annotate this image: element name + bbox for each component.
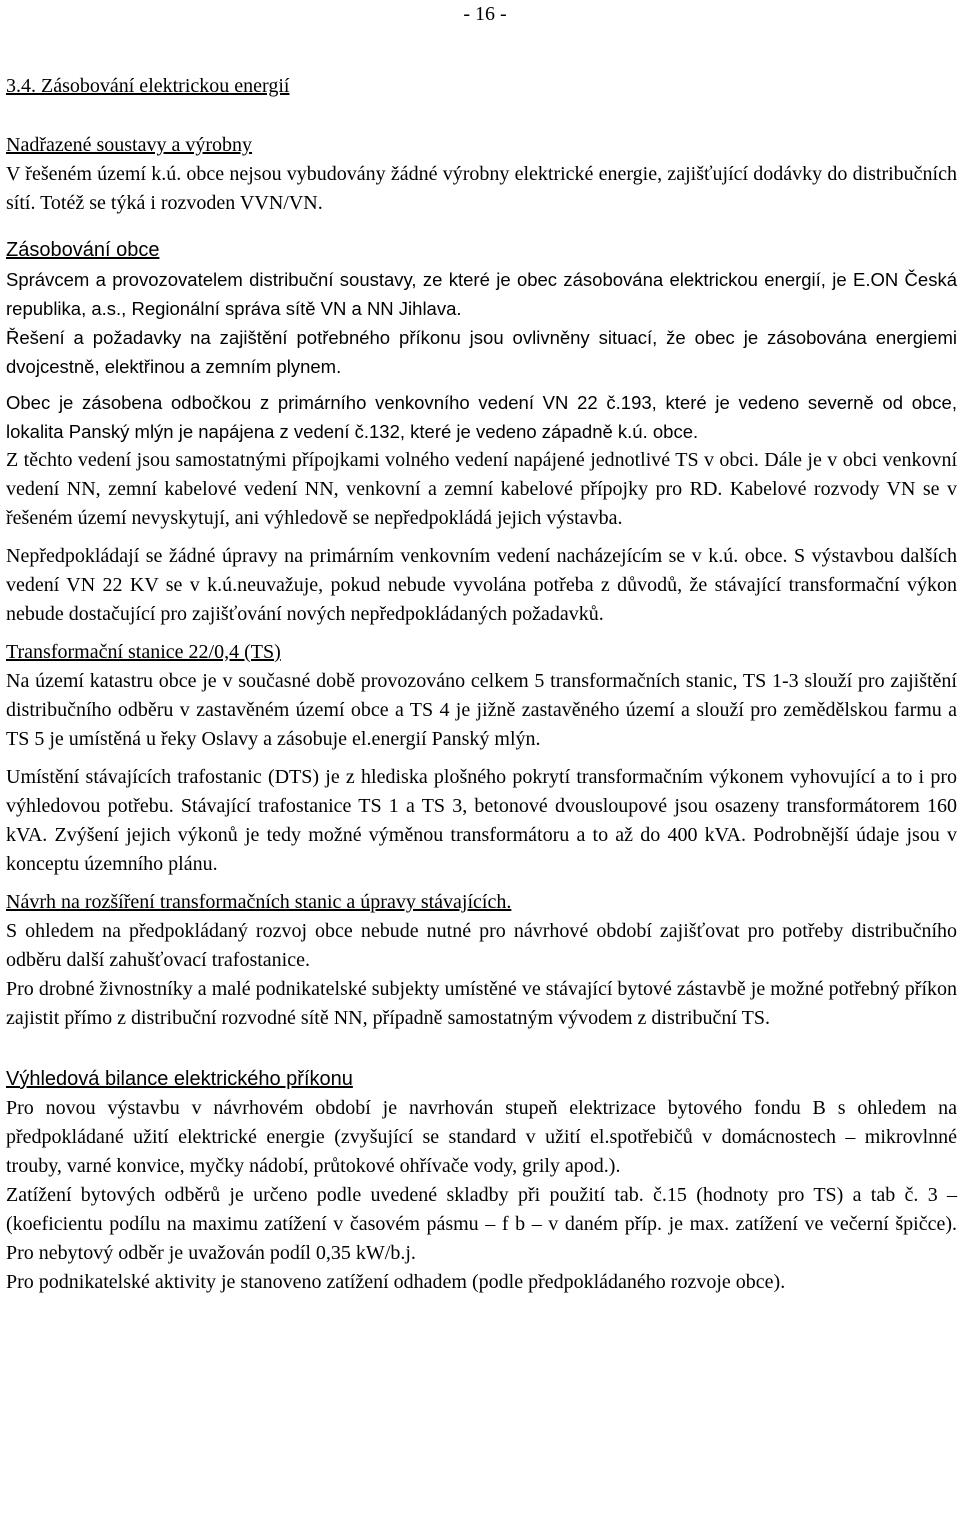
paragraph-zivnostnici: Pro drobné živnostníky a malé podnikatelské subjekty umístěné ve stávající bytové zástavbě je možné potřebný příkon zajistit přímo z distribuční rozvodné sítě NN, případně samostatným vývodem z distribuční TS. xyxy=(6,978,957,1029)
heading-zasobovani-obce: Zásobování obce xyxy=(6,239,160,261)
document-body xyxy=(6,72,957,1297)
heading-nadrazene-soustavy: Nadřazené soustavy a výrobny xyxy=(6,134,253,156)
paragraph-ohled-rozvoj: S ohledem na předpokládaný rozvoj obce nebude nutné pro návrhové období zajišťovat pro potřeby distribučního odběru další zahušťovací trafostanice. xyxy=(6,920,957,971)
paragraph-reseni: Řešení a požadavky na zajištění potřebného příkonu jsou ovlivněny situací, že obec je zásobována energiemi dvojcestně, elektřinou a zemním plynem. xyxy=(6,327,957,377)
paragraph-umisteni-trafostanic: Umístění stávajících trafostanic (DTS) je z hlediska plošného pokrytí transformačním výkonem vyhovující a to i pro výhledovou potřebu. Stávající trafostanice TS 1 a TS 3, betonové dvousloupové jsou osazeny transformátorem 160 kVA. Zvýšení jejich výkonů je tedy možné výměnou transformátoru a to až do 400 kVA. Podrobnější údaje jsou v konceptu územního plánu. xyxy=(6,766,957,875)
paragraph-katastr: Na území katastru obce je v současné době provozováno celkem 5 transformačních stanic, TS 1-3 slouží pro zajištění distribučního odběru v zastavěném území obce a TS 4 je jižně zastavěného území a slouží pro zemědělskou farmu a TS 5 je umístěná u řeky Oslavy a zásobuje el.energií Panský mlýn. xyxy=(6,670,957,750)
paragraph-odbocka: Obec je zásobena odbočkou z primárního venkovního vedení VN 22 č.193, které je vedeno severně od obce, lokalita Panský mlýn je napájena z vedení č.132, které je vedeno západně k.ú. obce. xyxy=(6,392,957,442)
paragraph-podnikatelske: Pro podnikatelské aktivity je stanoveno zatížení odhadem (podle předpokládaného rozvoje obce). xyxy=(6,1271,786,1293)
heading-navrh-rozsireni: Návrh na rozšíření transformačních stanic a úpravy stávajících. xyxy=(6,891,512,913)
paragraph-pripojky: Z těchto vedení jsou samostatnými přípojkami volného vedení napájené jednotlivé TS v obci. Dále je v obci venkovní vedení NN, zemní kabelové vedení NN, venkovní a zemní kabelové přípojky pro RD. Kabelové rozvody VN se v řešeném území nevyskytují, ani výhledově se nepředpokládá jejich výstavba. xyxy=(6,449,957,529)
paragraph-nepredpokladaji: Nepředpokládají se žádné úpravy na primárním venkovním vedení nacházejícím se v k.ú. obce. S výstavbou dalších vedení VN 22 KV se v k.ú.neuvažuje, pokud nebude vyvolána potřeba z důvodů, že stávající transformační výkon nebude dostačující pro zajišťování nových nepředpokládaných požadavků. xyxy=(6,545,957,625)
heading-vyhledova-bilance: Výhledová bilance elektrického příkonu xyxy=(6,1068,353,1090)
paragraph-spravce: Správcem a provozovatelem distribuční soustavy, ze které je obec zásobována elektrickou energií, je E.ON Česká republika, a.s., Regionální správa sítě VN a NN Jihlava. xyxy=(6,269,957,319)
paragraph-zatizeni: Zatížení bytových odběrů je určeno podle uvedené skladby při použití tab. č.15 (hodnoty pro TS) a tab č. 3 – (koeficientu podílu na maximu zatížení v časovém pásmu – f b – v daném příp. je max. zatížení ve večerní špičce). Pro nebytový odběr je uvažován podíl 0,35 kW/b.j. xyxy=(6,1184,957,1264)
section-title: 3.4. Zásobování elektrickou energií xyxy=(6,75,290,97)
paragraph-nova-vystavba: Pro novou výstavbu v návrhovém období je navrhován stupeň elektrizace bytového fondu B s ohledem na předpokládané užití elektrické energie (zvyšující se standard v užití el.spotřebičů v domácnostech – mikrovlnné trouby, varné konvice, myčky nádobí, průtokové ohřívače vody, grily apod.). xyxy=(6,1097,957,1177)
paragraph-nadrazene-soustavy: V řešeném území k.ú. obce nejsou vybudovány žádné výrobny elektrické energie, zajišťující dodávky do distribučních sítí. Totéž se týká i rozvoden VVN/VN. xyxy=(6,163,957,214)
page-number: - 16 - xyxy=(463,3,507,25)
heading-transformacni-stanice: Transformační stanice 22/0,4 (TS) xyxy=(6,641,281,663)
